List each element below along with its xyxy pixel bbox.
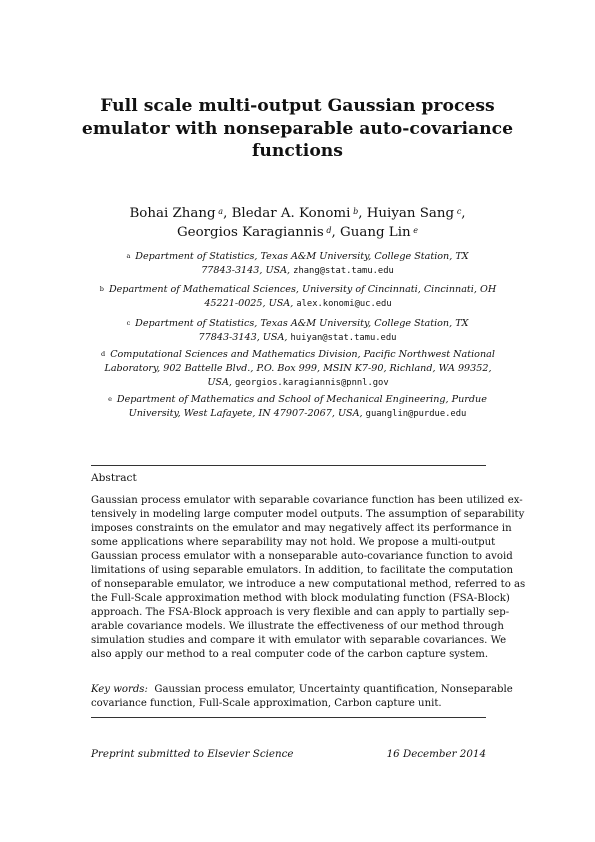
keywords-text: Gaussian process emulator, Uncertainty quantification, Nonseparable — [154, 684, 513, 695]
affiliation-b — [88, 283, 508, 311]
abstract-line: of nonseparable emulator, we introduce a new computational method, referred to as — [91, 579, 526, 590]
affiliation-text: University, West Lafayete, IN 47907-2067, USA, — [128, 408, 363, 420]
preprint-date: 16 December 2014 — [386, 748, 486, 760]
title-line-1: Full scale multi-output Gaussian process — [100, 96, 495, 116]
author-affiliation-mark: c — [456, 207, 462, 216]
abstract-line: Gaussian process emulator with a nonseparable auto-covariance function to avoid — [91, 551, 513, 562]
abstract-line: limitations of using separable emulators. In addition, to facilitate the computation — [91, 565, 514, 576]
preprint-note: Preprint submitted to Elsevier Science — [91, 748, 294, 760]
affiliation-mark: d — [101, 350, 106, 358]
affiliation-mark: c — [126, 319, 131, 327]
abstract-line: Gaussian process emulator with separable covariance function has been utilized ex- — [91, 495, 523, 506]
affiliation-text: Department of Mathematical Sciences, University of Cincinnati, Cincinnati, OH — [108, 284, 497, 295]
author-name: Bohai Zhang — [129, 206, 216, 221]
affiliation-mark: e — [108, 395, 112, 403]
title-line-3: functions — [252, 141, 343, 161]
abstract-heading: Abstract — [91, 472, 137, 484]
affiliation-text: 77843-3143, USA, — [201, 265, 291, 277]
author-affiliation-mark: a — [218, 207, 224, 216]
author-line-2: Georgios Karagiannis $^d$, Guang Lin $^e$ — [176, 225, 419, 240]
author-affiliation-mark: d — [326, 226, 332, 235]
affiliation-e — [105, 393, 490, 421]
affiliation-email: alex.konomi@uc.edu — [296, 299, 392, 310]
affiliation-c — [110, 317, 485, 345]
author-name: Guang Lin — [340, 225, 411, 240]
author-affiliation-mark: b — [353, 207, 359, 216]
keywords-line-2: covariance function, Full-Scale approximation, Carbon capture unit. — [91, 698, 442, 709]
abstract-line: approach. The FSA-Block approach is very flexible and can apply to partially sep- — [91, 607, 510, 618]
affiliation-d — [88, 348, 508, 391]
abstract-line: the Full-Scale approximation method with block modulating function (FSA-Block) — [91, 593, 510, 604]
affiliation-text: Department of Statistics, Texas A&M University, College Station, TX — [135, 251, 469, 262]
author-affiliation-mark: e — [413, 226, 419, 235]
affiliation-text: Department of Mathematics and School of Mechanical Engineering, Purdue — [116, 394, 487, 405]
affiliation-text: Department of Statistics, Texas A&M University, College Station, TX — [135, 318, 469, 329]
affiliation-mark: b — [99, 285, 104, 293]
affiliation-text: Laboratory, 902 Battelle Blvd., P.O. Box 999, MSIN K7-90, Richland, WA 99352, — [104, 363, 492, 375]
affiliation-text: Computational Sciences and Mathematics Division, Pacific Northwest National — [110, 349, 495, 360]
affiliation-mark: a — [126, 252, 131, 260]
abstract-line: arable covariance models. We illustrate the effectiveness of our method through — [91, 621, 504, 632]
author-name: Huiyan Sang — [366, 206, 455, 221]
author-list — [60, 204, 535, 242]
author-line-1: Bohai Zhang $^a$, Bledar A. Konomi $^b$, Huiyan Sang $^c$, — [129, 206, 466, 221]
affiliation-text: 77843-3143, USA, — [198, 332, 288, 344]
affiliation-text: USA, — [207, 377, 232, 389]
abstract-line: also apply our method to a real computer code of the carbon capture system. — [91, 649, 489, 660]
author-name: Bledar A. Konomi — [231, 206, 351, 221]
title-line-2: emulator with nonseparable auto-covariance — [81, 118, 514, 139]
abstract-line: simulation studies and compare it with emulator with separable covariances. We — [91, 635, 507, 646]
abstract-line: some applications where separability may not hold. We propose a multi-output — [91, 537, 496, 548]
abstract-line: imposes constraints on the emulator and may negatively affect its performance in — [91, 523, 512, 534]
affiliation-email: huiyan@stat.tamu.edu — [290, 333, 397, 344]
affiliation-email: zhang@stat.tamu.edu — [293, 266, 394, 277]
abstract-bottom-rule — [91, 717, 486, 718]
affiliation-email: georgios.karagiannis@pnnl.gov — [235, 378, 389, 389]
author-name: Georgios Karagiannis — [176, 225, 324, 240]
affiliation-text: 45221-0025, USA, — [204, 298, 294, 310]
abstract-line: tensively in modeling large computer model outputs. The assumption of separability — [91, 509, 525, 520]
affiliation-email: guanglin@purdue.edu — [365, 409, 467, 420]
paper-title — [60, 95, 535, 163]
keywords-line-1 — [91, 683, 513, 697]
abstract-top-rule — [91, 465, 486, 466]
keywords-label: Key words: — [91, 684, 148, 695]
affiliation-a — [110, 250, 485, 278]
